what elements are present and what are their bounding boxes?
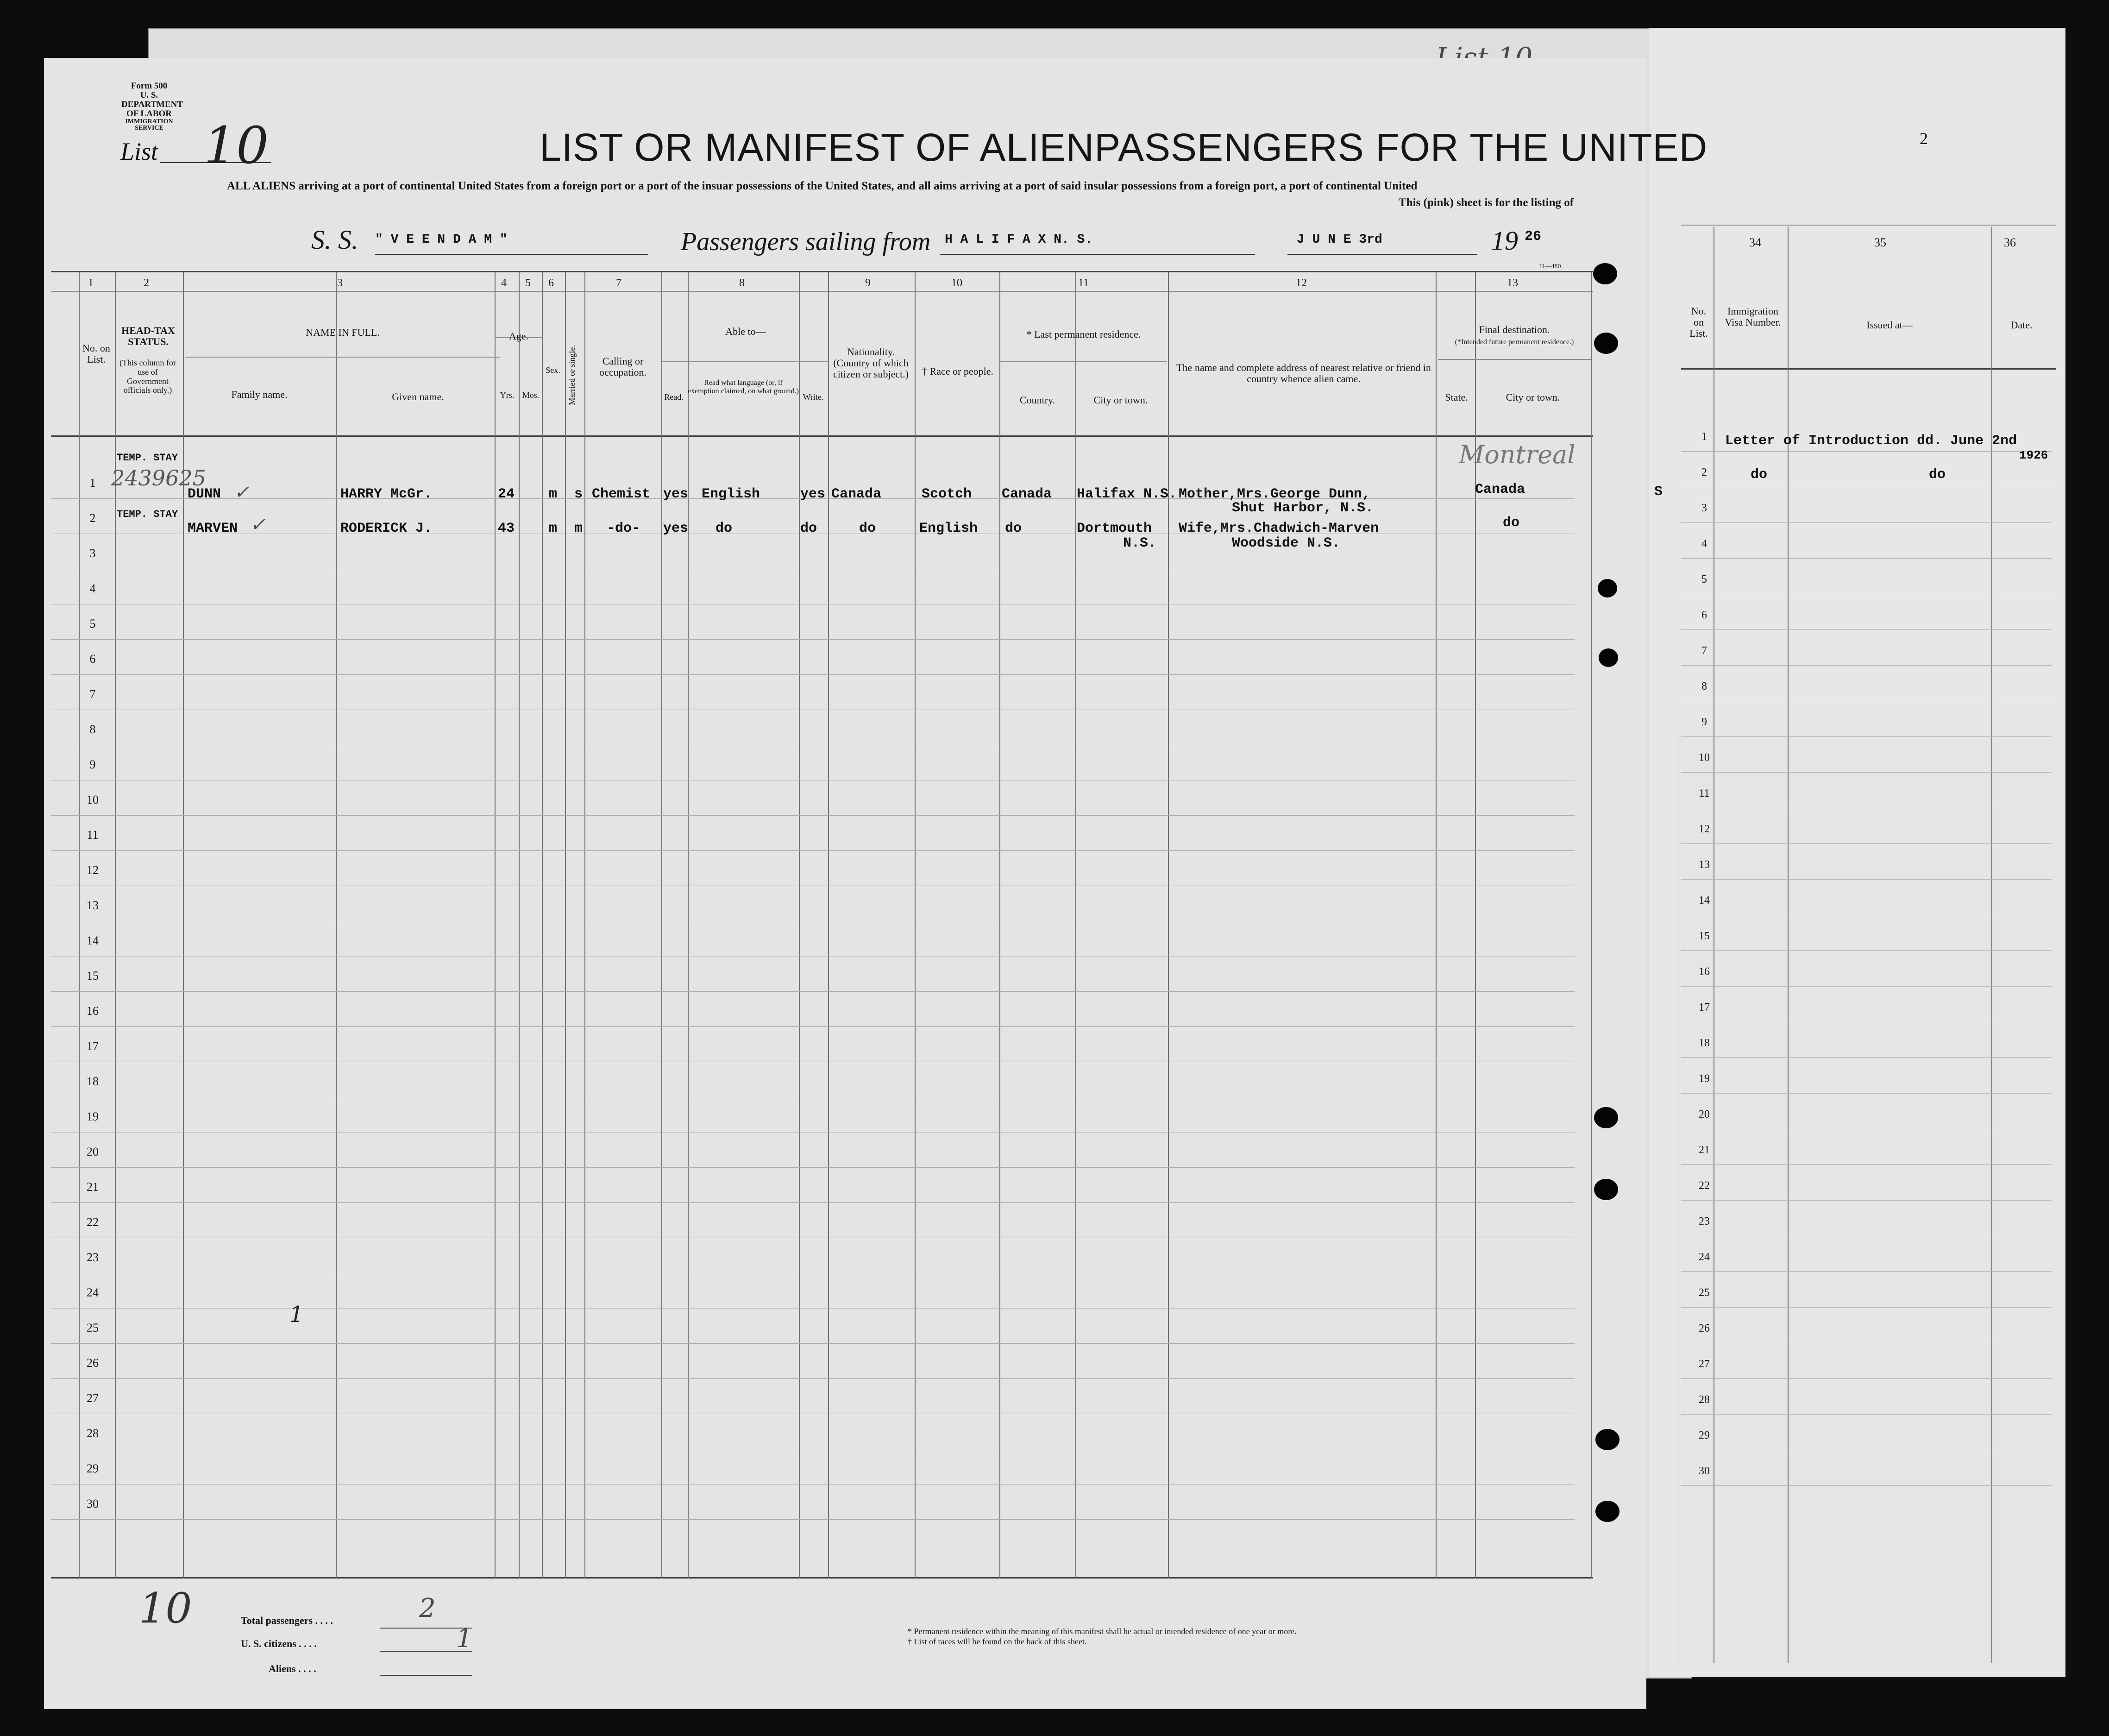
column-number: 5 xyxy=(525,277,531,289)
right-header-issued: Issued at— xyxy=(1866,319,1913,331)
right-row-line xyxy=(1681,1485,2052,1486)
row-line xyxy=(51,1202,1575,1203)
right-page-number: 2 xyxy=(1920,129,1928,148)
right-row-line xyxy=(1681,1414,2052,1415)
right-row-number: 4 xyxy=(1701,538,1707,550)
passenger-2-marital: m xyxy=(574,521,583,536)
row-number: 17 xyxy=(87,1039,99,1053)
right-header-date: Date. xyxy=(2010,319,2033,331)
column-divider xyxy=(584,272,585,1579)
subheader-divider xyxy=(1438,359,1591,360)
header-nationality: Nationality. (Country of which citizen or subject.) xyxy=(833,346,909,380)
passenger-1-relative-address: Shut Harbor, N.S. xyxy=(1232,500,1374,516)
passenger-1-family-name: DUNN xyxy=(188,486,221,502)
ship-name: " V E E N D A M " xyxy=(375,233,508,247)
service-label: IMMIGRATION SERVICE xyxy=(125,118,173,132)
right-row-number: 10 xyxy=(1699,752,1710,764)
manifest-subtitle: ALL ALIENS arriving at a port of continental United States from a foreign port or a port of the insuar possessions of the United States, and all aims arriving at a port of said insular possessions from a foreign port, a port of continental United xyxy=(227,180,1418,192)
right-row-1-text: Letter of Introduction dd. June 2nd xyxy=(1725,433,2017,449)
right-row-number: 14 xyxy=(1699,894,1710,906)
right-row-line xyxy=(1681,1164,2052,1165)
right-row-line xyxy=(1681,950,2052,951)
header-last-residence: * Last permanent residence. xyxy=(1026,328,1141,340)
passenger-1-sex: m xyxy=(549,486,558,502)
row-number: 25 xyxy=(87,1321,99,1334)
right-row-number: 13 xyxy=(1699,859,1710,871)
passenger-2-family-name: MARVEN xyxy=(188,521,238,536)
column-divider xyxy=(688,272,689,1579)
sailing-date: J U N E 3rd xyxy=(1297,233,1382,247)
passenger-2-city: Dortmouth xyxy=(1077,521,1152,536)
row-number: 12 xyxy=(87,863,99,877)
ss-label: S. S. xyxy=(311,225,358,255)
departure-port: H A L I F A X N. S. xyxy=(945,233,1093,247)
row-number: 27 xyxy=(87,1391,99,1405)
right-edge-letter: S xyxy=(1654,484,1663,500)
margin-mark: 10 xyxy=(139,1584,192,1633)
year-prefix: 19 xyxy=(1491,226,1518,256)
right-row-number: 12 xyxy=(1699,823,1710,835)
passenger-1-write: yes xyxy=(800,486,826,502)
right-row-number: 9 xyxy=(1701,716,1707,728)
header-write: Write. xyxy=(803,392,824,402)
right-row-line xyxy=(1681,1307,2052,1308)
right-row-line xyxy=(1681,879,2052,880)
passenger-2-occupation: -do- xyxy=(607,521,640,536)
right-row-line xyxy=(1681,451,2052,452)
passenger-1-tax-number: 2439625 xyxy=(111,465,206,491)
passenger-1-nationality: Canada xyxy=(831,486,882,502)
header-final-dest-note: (*Intended future permanent residence.) xyxy=(1455,338,1574,346)
header-no-on-list: No. on List. xyxy=(82,342,110,365)
row-number: 5 xyxy=(89,617,96,630)
passenger-1-given-name: HARRY McGr. xyxy=(340,486,433,502)
header-dest-city: City or town. xyxy=(1506,391,1560,403)
right-page-lower xyxy=(1676,736,2056,1667)
subheader-divider xyxy=(662,361,829,362)
row-line xyxy=(51,1519,1575,1520)
right-row-line xyxy=(1681,1200,2052,1201)
right-row-line xyxy=(1681,772,2052,773)
row-number: 10 xyxy=(87,793,99,806)
passenger-1-dest-state: Canada xyxy=(1475,482,1525,497)
header-mos: Mos. xyxy=(522,390,540,400)
row-number: 29 xyxy=(87,1462,99,1475)
footer-note-residence: * Permanent residence within the meaning of this manifest shall be actual or intended residence of one year or more. xyxy=(908,1627,1297,1636)
row-number: 8 xyxy=(89,723,96,736)
punch-hole xyxy=(1595,1501,1619,1522)
passenger-2-sex: m xyxy=(549,521,558,536)
row-number: 9 xyxy=(89,758,96,771)
column-divider xyxy=(1075,272,1076,1579)
row-line xyxy=(51,1167,1575,1168)
column-divider xyxy=(799,272,800,1579)
right-row-line xyxy=(1681,1271,2052,1272)
column-divider xyxy=(1168,272,1169,1579)
right-row-number: 8 xyxy=(1701,680,1707,692)
sailing-label: Passengers sailing from xyxy=(681,227,931,256)
row-number: 15 xyxy=(87,969,99,982)
year-suffix: 26 xyxy=(1525,229,1542,245)
row-line xyxy=(51,991,1575,992)
right-row-number: 1 xyxy=(1701,431,1707,443)
right-col-36: 36 xyxy=(2004,236,2016,249)
row-number: 1 xyxy=(89,476,96,490)
column-divider xyxy=(542,272,543,1579)
row-number: 14 xyxy=(87,934,99,947)
passenger-1-read: yes xyxy=(663,486,689,502)
right-row-number: 16 xyxy=(1699,966,1710,978)
header-relative: The name and complete address of nearest relative or friend in country whence alien came. xyxy=(1176,362,1431,385)
right-row-number: 28 xyxy=(1699,1394,1710,1406)
right-row-number: 24 xyxy=(1699,1251,1710,1263)
column-number: 9 xyxy=(865,277,871,289)
right-row-number: 29 xyxy=(1699,1429,1710,1441)
row-number: 21 xyxy=(87,1180,99,1194)
column-number: 11 xyxy=(1078,277,1089,289)
right-row-number: 30 xyxy=(1699,1465,1710,1477)
print-code: 11—480 xyxy=(1538,263,1561,270)
punch-hole xyxy=(1599,648,1618,667)
passenger-1-dest-city: Montreal xyxy=(1459,440,1575,469)
header-age: Age. xyxy=(508,330,529,342)
header-family-name: Family name. xyxy=(231,389,288,400)
right-row-line xyxy=(1681,665,2052,666)
footer-total-passengers: Total passengers . . . . xyxy=(241,1615,333,1626)
passenger-2-check: ✓ xyxy=(250,514,266,535)
column-number: 1 xyxy=(88,277,94,289)
passenger-2-city-line-2: N.S. xyxy=(1123,535,1157,551)
subheader-divider xyxy=(185,357,500,358)
passenger-1-occupation: Chemist xyxy=(592,486,651,502)
row-line xyxy=(51,1378,1575,1379)
column-divider xyxy=(828,272,829,1579)
right-row-line xyxy=(1681,629,2052,630)
column-divider xyxy=(519,272,520,1579)
row-number: 2 xyxy=(89,511,96,525)
header-city: City or town. xyxy=(1093,394,1148,406)
punch-hole xyxy=(1594,333,1618,354)
column-number: 8 xyxy=(739,277,745,289)
right-header-no-on-list: No. on List. xyxy=(1689,305,1708,340)
column-number: 7 xyxy=(616,277,621,289)
punch-hole xyxy=(1598,579,1617,598)
right-row-number: 25 xyxy=(1699,1287,1710,1299)
right-row-line xyxy=(1681,1093,2052,1094)
stray-mark: 1 xyxy=(289,1302,304,1327)
right-row-line xyxy=(1681,736,2052,737)
punch-hole xyxy=(1593,263,1617,284)
passenger-1-country: Canada xyxy=(1002,486,1052,502)
right-row-number: 6 xyxy=(1701,609,1707,621)
passenger-2-nationality: do xyxy=(859,521,876,536)
passenger-1-relative: Mother,Mrs.George Dunn, xyxy=(1179,486,1371,502)
passenger-2-dest-state: do xyxy=(1503,515,1520,531)
row-line xyxy=(51,639,1575,640)
manifest-title: LIST OR MANIFEST OF ALIENPASSENGERS FOR THE UNITED xyxy=(540,126,1708,169)
manifest-page xyxy=(44,58,1646,1709)
right-row-number: 23 xyxy=(1699,1215,1710,1227)
header-head-tax: HEAD-TAX STATUS. xyxy=(121,325,175,348)
right-row-2-do-2: do xyxy=(1929,467,1946,483)
passenger-2-race: English xyxy=(919,521,978,536)
footer-us-value: 1 xyxy=(456,1623,473,1654)
right-row-number: 3 xyxy=(1701,502,1707,514)
passenger-2-given-name: RODERICK J. xyxy=(340,521,433,536)
row-number: 3 xyxy=(89,547,96,560)
right-row-number: 26 xyxy=(1699,1322,1710,1334)
right-row-number: 5 xyxy=(1701,573,1707,585)
row-line xyxy=(51,1026,1575,1027)
passenger-2-head-tax: TEMP. STAY xyxy=(117,509,178,520)
column-divider xyxy=(1591,272,1592,1579)
footer-total-value: 2 xyxy=(419,1593,436,1623)
header-read: Read. xyxy=(664,392,684,402)
right-row-line xyxy=(1681,986,2052,987)
header-read-language: Read what language (or, if exemption claimed, on what ground.) xyxy=(688,379,799,395)
header-given-name: Given name. xyxy=(392,391,444,403)
column-divider xyxy=(661,272,662,1579)
passenger-2-relative-address: Woodside N.S. xyxy=(1232,535,1341,551)
right-row-number: 19 xyxy=(1699,1073,1710,1085)
right-row-line xyxy=(1681,522,2052,523)
footer-aliens: Aliens . . . . xyxy=(269,1663,316,1674)
passenger-2-read: yes xyxy=(663,521,689,536)
right-row-2-year: 1926 xyxy=(2019,448,2048,462)
column-number: 10 xyxy=(951,277,962,289)
row-number: 22 xyxy=(87,1215,99,1229)
header-race: † Race or people. xyxy=(922,365,993,377)
right-col-35: 35 xyxy=(1874,236,1886,249)
right-row-line xyxy=(1681,1378,2052,1379)
right-row-number: 18 xyxy=(1699,1037,1710,1049)
header-final-dest: Final destination. xyxy=(1479,324,1550,335)
right-row-number: 27 xyxy=(1699,1358,1710,1370)
passenger-1-age: 24 xyxy=(498,486,515,502)
header-calling: Calling or occupation. xyxy=(599,355,647,378)
department-label: U. S. DEPARTMENT OF LABOR xyxy=(121,90,183,119)
right-row-number: 20 xyxy=(1699,1108,1710,1120)
column-number: 2 xyxy=(144,277,149,289)
row-number: 19 xyxy=(87,1110,99,1123)
column-number: 6 xyxy=(548,277,554,289)
passenger-1-check: ✓ xyxy=(234,482,250,503)
passenger-1-race: Scotch xyxy=(922,486,972,502)
row-number: 7 xyxy=(89,687,96,701)
right-col-34: 34 xyxy=(1749,236,1761,249)
row-number: 28 xyxy=(87,1427,99,1440)
passenger-2-country: do xyxy=(1005,521,1022,536)
column-number: 3 xyxy=(337,277,343,289)
row-number: 18 xyxy=(87,1075,99,1088)
row-number: 26 xyxy=(87,1356,99,1370)
row-line xyxy=(51,674,1575,675)
header-sex: Sex. xyxy=(546,365,560,375)
right-row-number: 7 xyxy=(1701,645,1707,657)
manifest-subtitle-2: This (pink) sheet is for the listing of xyxy=(1399,196,1574,209)
form-header xyxy=(121,81,183,132)
column-divider xyxy=(915,272,916,1579)
row-number: 13 xyxy=(87,899,99,912)
column-divider xyxy=(336,272,337,1579)
passenger-1-language: English xyxy=(702,486,760,502)
header-able-to: Able to— xyxy=(725,326,766,337)
column-divider xyxy=(79,272,80,1579)
passenger-2-age: 43 xyxy=(498,521,515,536)
header-country: Country. xyxy=(1019,394,1055,406)
row-number: 24 xyxy=(87,1286,99,1299)
header-head-tax-note: (This column for use of Government officials only.) xyxy=(119,358,176,395)
row-number: 6 xyxy=(89,652,96,666)
footer-note-races: † List of races will be found on the back of this sheet. xyxy=(908,1637,1087,1646)
passenger-1-city: Halifax N.S. xyxy=(1077,486,1177,502)
form-number: Form 500 xyxy=(131,81,168,91)
passenger-2-language: do xyxy=(716,521,733,536)
column-number: 4 xyxy=(501,277,507,289)
footer-us-citizens: U. S. citizens . . . . xyxy=(241,1638,317,1649)
punch-hole xyxy=(1594,1179,1618,1200)
right-row-line xyxy=(1681,558,2052,559)
passenger-1-marital: s xyxy=(574,486,583,502)
passenger-1-head-tax: TEMP. STAY xyxy=(117,452,178,464)
row-line xyxy=(51,1343,1575,1344)
column-number: 12 xyxy=(1296,277,1307,289)
column-number: 13 xyxy=(1507,277,1518,289)
row-line xyxy=(51,850,1575,851)
right-row-number: 21 xyxy=(1699,1144,1710,1156)
row-line xyxy=(51,815,1575,816)
punch-hole xyxy=(1595,1429,1619,1450)
header-state: State. xyxy=(1445,391,1468,403)
list-label: List xyxy=(120,138,158,165)
right-row-2-do-1: do xyxy=(1751,467,1768,483)
row-number: 30 xyxy=(87,1497,99,1510)
column-divider xyxy=(565,272,566,1579)
header-name-in-full: NAME IN FULL. xyxy=(306,327,380,338)
punch-hole xyxy=(1594,1107,1618,1128)
column-divider xyxy=(1436,272,1437,1579)
row-number: 11 xyxy=(87,828,99,842)
subheader-divider xyxy=(1000,361,1167,362)
header-yrs: Yrs. xyxy=(500,390,515,400)
right-row-number: 2 xyxy=(1701,466,1707,478)
column-divider xyxy=(999,272,1000,1579)
column-divider xyxy=(495,272,496,1579)
right-row-number: 11 xyxy=(1699,787,1710,799)
right-row-number: 22 xyxy=(1699,1180,1710,1192)
passenger-2-relative: Wife,Mrs.Chadwich-Marven xyxy=(1179,521,1379,536)
right-row-line xyxy=(1681,843,2052,844)
header-married: Married or single. xyxy=(567,345,577,405)
right-row-line xyxy=(1681,1057,2052,1058)
right-header-visa: Immigration Visa Number. xyxy=(1725,305,1781,328)
passenger-2-write: do xyxy=(800,521,817,536)
list-number: 10 xyxy=(204,116,269,175)
right-row-number: 15 xyxy=(1699,930,1710,942)
row-number: 4 xyxy=(89,582,96,595)
row-number: 16 xyxy=(87,1004,99,1018)
row-number: 20 xyxy=(87,1145,99,1158)
right-row-number: 17 xyxy=(1699,1001,1710,1013)
row-number: 23 xyxy=(87,1251,99,1264)
